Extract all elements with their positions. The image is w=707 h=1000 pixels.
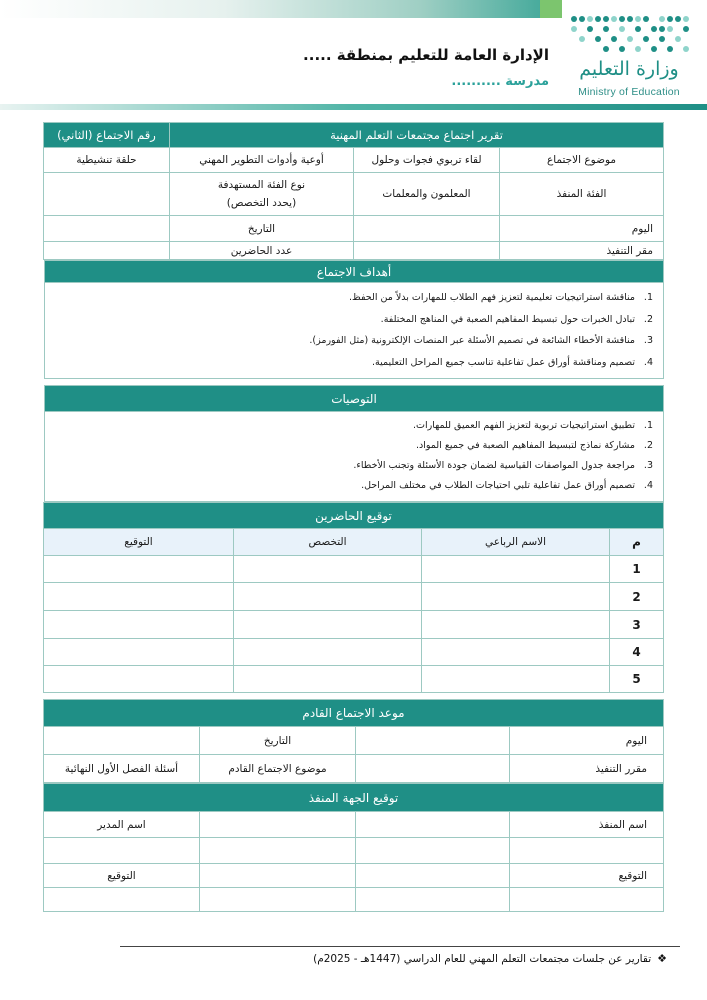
logo-dot (643, 16, 649, 22)
attendance-table (43, 502, 664, 693)
footer (313, 952, 667, 965)
next-day-value[interactable] (356, 727, 510, 755)
signature-cell[interactable] (43, 611, 233, 639)
logo-dot (579, 36, 585, 42)
goals-title: أهداف الاجتماع (45, 261, 664, 283)
row-number: 1 (610, 556, 664, 583)
goal-item: 2. تبادل الخبرات حول تبسيط المفاهيم الصعبة في المناهج المختلفة. (380, 313, 653, 325)
name-cell[interactable] (422, 639, 610, 666)
executor-value[interactable]: المعلمون والمعلمات (354, 173, 500, 216)
principal-extra-cell[interactable] (200, 888, 356, 912)
attendees-label: عدد الحاضرين (169, 242, 353, 260)
next-venue-label: مقرر التنفيذ (510, 755, 664, 783)
principal-signature-label: التوقيع (43, 864, 199, 888)
col-header-full-name: الاسم الرباعي (422, 529, 610, 556)
report-title: تقرير اجتماع مجتمعات التعلم المهنية (169, 123, 663, 148)
recommendations-title: التوصيات (45, 386, 664, 412)
logo-dot (619, 46, 625, 52)
topic-value[interactable]: لقاء تربوي فجوات وحلول (354, 148, 500, 173)
logo-dot (683, 26, 689, 32)
logo-dot (635, 16, 641, 22)
executor-extra-cell[interactable] (510, 888, 664, 912)
executor-extra-cell[interactable] (356, 888, 510, 912)
header-divider (0, 104, 707, 110)
attendance-title: توقيع الحاضرين (43, 503, 663, 529)
col-header-specialty: التخصص (234, 529, 422, 556)
executor-extra-cell[interactable] (356, 838, 510, 864)
logo-dot (619, 26, 625, 32)
venue-value[interactable] (354, 242, 500, 260)
education-directorate-title: الإدارة العامة للتعليم بمنطقة ..... (303, 46, 549, 64)
logo-dot (587, 26, 593, 32)
table-row (43, 556, 663, 583)
principal-extra-cell[interactable] (43, 888, 199, 912)
name-cell[interactable] (422, 583, 610, 611)
table-row (43, 583, 663, 611)
logo-dot (595, 36, 601, 42)
goal-item: 3. مناقشة الأخطاء الشائعة في تصميم الأسئلة عبر المنصات الإلكترونية (مثل الفورمز). (309, 335, 653, 346)
signature-cell[interactable] (43, 639, 233, 666)
executor-signature-value[interactable] (356, 864, 510, 888)
executor-label: الفئة المنفذ (500, 173, 664, 216)
logo-dot (635, 46, 641, 52)
tools-value[interactable]: حلقة تنشيطية (43, 148, 169, 173)
principal-extra-cell[interactable] (43, 838, 199, 864)
specialty-cell[interactable] (234, 556, 422, 583)
col-header-signature: التوقيع (43, 529, 233, 556)
principal-name-value[interactable] (200, 812, 356, 838)
top-gradient-strip (0, 0, 560, 18)
table-row (43, 666, 663, 693)
signature-cell[interactable] (43, 583, 233, 611)
goal-item: 1. مناقشة استراتيجيات تعليمية لتعزيز فهم الطلاب للمهارات بدلاً من الحفظ. (348, 292, 653, 303)
day-value[interactable] (354, 216, 500, 242)
specialty-cell[interactable] (234, 666, 422, 693)
logo-arabic-text: وزارة التعليم (579, 58, 679, 80)
goals-list (45, 283, 664, 379)
logo-dot (603, 46, 609, 52)
specialty-cell[interactable] (234, 611, 422, 639)
logo-dot (587, 16, 593, 22)
recommendations-list (45, 412, 664, 502)
diamond-bullet-icon: ❖ (657, 952, 667, 965)
logo-dot (627, 36, 633, 42)
recommendation-item: 2. مشاركة نماذج لتبسيط المفاهيم الصعبة في جميع المواد. (416, 440, 653, 451)
goals-section (44, 260, 664, 379)
logo-dot (651, 26, 657, 32)
signature-cell[interactable] (43, 666, 233, 693)
logo-dot (579, 16, 585, 22)
target-group-label-line1: نوع الفئة المستهدفة (217, 179, 306, 191)
recommendations-section (44, 385, 664, 502)
row-number: 2 (610, 583, 664, 611)
executor-name-label: اسم المنفذ (510, 812, 664, 838)
executor-signature-label: التوقيع (510, 864, 664, 888)
logo-dot (627, 16, 633, 22)
table-row (43, 639, 663, 666)
logo-dot (603, 26, 609, 32)
logo-dot (683, 16, 689, 22)
logo-dot (611, 16, 617, 22)
executor-name-value[interactable] (356, 812, 510, 838)
name-cell[interactable] (422, 666, 610, 693)
table-row (43, 611, 663, 639)
executor-signature-title: توقيع الجهة المنفذ (43, 784, 663, 812)
target-group-value[interactable] (43, 173, 169, 216)
goal-item: 4. تصميم ومناقشة أوراق عمل تفاعلية تناسب جميع المراحل التعليمية. (372, 356, 653, 368)
school-name: مدرسة .......... (451, 74, 549, 89)
attendees-value[interactable] (43, 242, 169, 260)
logo-dot (659, 16, 665, 22)
recommendation-item: 1. تطبيق استراتيجيات تربوية لتعزيز الفهم العميق للمهارات. (413, 420, 653, 431)
ministry-logo (569, 8, 689, 100)
meeting-info-table (43, 122, 664, 260)
venue-label: مقر التنفيذ (500, 242, 664, 260)
signature-cell[interactable] (43, 556, 233, 583)
logo-dot (611, 36, 617, 42)
principal-signature-value[interactable] (200, 864, 356, 888)
next-venue-value[interactable] (356, 755, 510, 783)
date-label: التاريخ (169, 216, 353, 242)
day-label: اليوم (500, 216, 664, 242)
footer-text: تقارير عن جلسات مجتمعات التعلم المهني للعام الدراسي (1447هـ - 2025م) (313, 953, 652, 965)
logo-dot (675, 36, 681, 42)
target-group-label (169, 173, 353, 216)
logo-dot (651, 46, 657, 52)
specialty-cell[interactable] (234, 639, 422, 666)
date-value[interactable] (43, 216, 169, 242)
logo-dot (603, 16, 609, 22)
recommendation-item: 3. مراجعة جدول المواصفات القياسية لضمان جودة الأسئلة وتجنب الأخطاء. (353, 460, 653, 471)
report-document (44, 122, 664, 912)
name-cell[interactable] (422, 611, 610, 639)
logo-dot (667, 16, 673, 22)
principal-extra-cell[interactable] (200, 838, 356, 864)
executor-signature-table (43, 783, 664, 912)
row-number: 4 (610, 639, 664, 666)
logo-dot (675, 16, 681, 22)
next-topic-label: موضوع الاجتماع القادم (200, 755, 356, 783)
next-meeting-table (43, 699, 664, 783)
logo-dot (659, 36, 665, 42)
logo-dot (667, 46, 673, 52)
logo-english-text: Ministry of Education (578, 86, 680, 98)
tools-label: أوعية وأدوات التطوير المهني (169, 148, 353, 173)
topic-label: موضوع الاجتماع (500, 148, 664, 173)
target-group-label-line2: (يحدد التخصص) (226, 197, 297, 209)
row-number: 5 (610, 666, 664, 693)
top-green-accent (540, 0, 562, 18)
name-cell[interactable] (422, 556, 610, 583)
logo-dot (659, 26, 665, 32)
logo-dots-pattern (569, 12, 689, 58)
logo-dot (619, 16, 625, 22)
logo-dot (571, 16, 577, 22)
logo-dot (595, 16, 601, 22)
principal-name-label: اسم المدير (43, 812, 199, 838)
next-topic-value[interactable]: أسئلة الفصل الأول النهائية (44, 755, 200, 783)
col-header-number: م (610, 529, 664, 556)
next-meeting-title: موعد الاجتماع القادم (44, 700, 664, 727)
recommendation-item: 4. تصميم أوراق عمل تفاعلية تلبي احتياجات الطلاب في مختلف المراحل. (361, 480, 653, 491)
executor-extra-cell[interactable] (510, 838, 664, 864)
footer-divider (120, 946, 680, 947)
next-date-value[interactable] (44, 727, 200, 755)
next-date-label: التاريخ (200, 727, 356, 755)
specialty-cell[interactable] (234, 583, 422, 611)
logo-dot (643, 36, 649, 42)
logo-dot (635, 26, 641, 32)
row-number: 3 (610, 611, 664, 639)
meeting-number: رقم الاجتماع (الثاني) (43, 123, 169, 148)
logo-dot (683, 46, 689, 52)
logo-dot (571, 26, 577, 32)
next-day-label: اليوم (510, 727, 664, 755)
logo-dot (667, 26, 673, 32)
